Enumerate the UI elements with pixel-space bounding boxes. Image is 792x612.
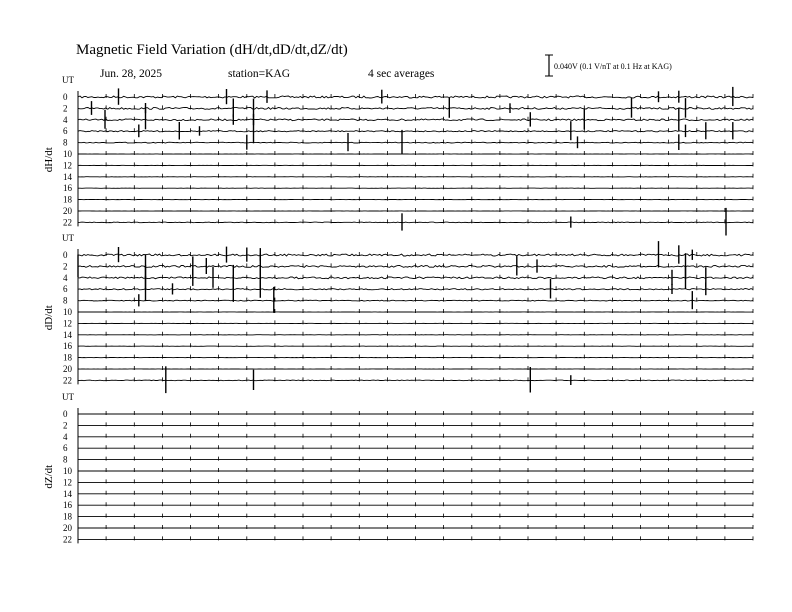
hour-label: 4 [63,272,68,283]
hour-label: 20 [63,206,72,216]
hour-label: 10 [63,307,72,317]
hour-label: 0 [63,409,68,419]
hour-label: 22 [63,375,72,386]
scale-label: 0.040V (0.1 V/nT at 0.1 Hz at KAG) [554,62,672,71]
ut-label: UT [62,75,74,85]
panel-1 [43,233,753,393]
hour-label: 14 [63,171,72,182]
panels-group [43,75,753,544]
hour-label: 18 [63,511,72,522]
hour-label: 16 [63,341,72,352]
scale-bar [545,55,553,76]
hour-label: 18 [63,194,72,205]
hour-label: 22 [63,217,72,228]
hour-label: 16 [63,500,72,511]
panel-axis-label: dZ/dt [43,464,55,489]
hour-label: 14 [63,329,72,340]
ut-label: UT [62,392,74,402]
panel-0 [43,75,753,236]
hour-label: 10 [63,466,72,476]
hour-label: 14 [63,488,72,499]
hour-label: 22 [63,534,72,545]
hour-label: 2 [63,420,68,431]
panel-2 [43,392,753,544]
panel-axis-label: dH/dt [43,147,55,173]
hour-label: 8 [63,137,68,148]
hour-label: 12 [63,318,72,329]
date-label: Jun. 28, 2025 [100,68,162,80]
hour-label: 2 [63,261,68,272]
ut-label: UT [62,233,74,243]
hour-label: 4 [63,114,68,125]
hour-label: 8 [63,454,68,465]
hour-label: 2 [63,103,68,114]
hour-label: 20 [63,523,72,533]
panel-axis-label: dD/dt [43,305,55,331]
hour-label: 0 [63,250,68,260]
hour-label: 16 [63,183,72,194]
hour-label: 6 [63,284,68,295]
chart-title: Magnetic Field Variation (dH/dt,dD/dt,dZ/dt) [76,42,348,58]
hour-label: 12 [63,160,72,171]
hour-label: 12 [63,477,72,488]
hour-label: 20 [63,364,72,374]
hour-label: 6 [63,443,68,454]
hour-label: 18 [63,352,72,363]
hour-label: 8 [63,295,68,306]
hour-label: 10 [63,149,72,159]
hour-label: 0 [63,92,68,102]
hour-label: 4 [63,431,68,442]
averaging-label: 4 sec averages [368,68,435,80]
station-label: station=KAG [228,68,291,80]
hour-label: 6 [63,126,68,137]
